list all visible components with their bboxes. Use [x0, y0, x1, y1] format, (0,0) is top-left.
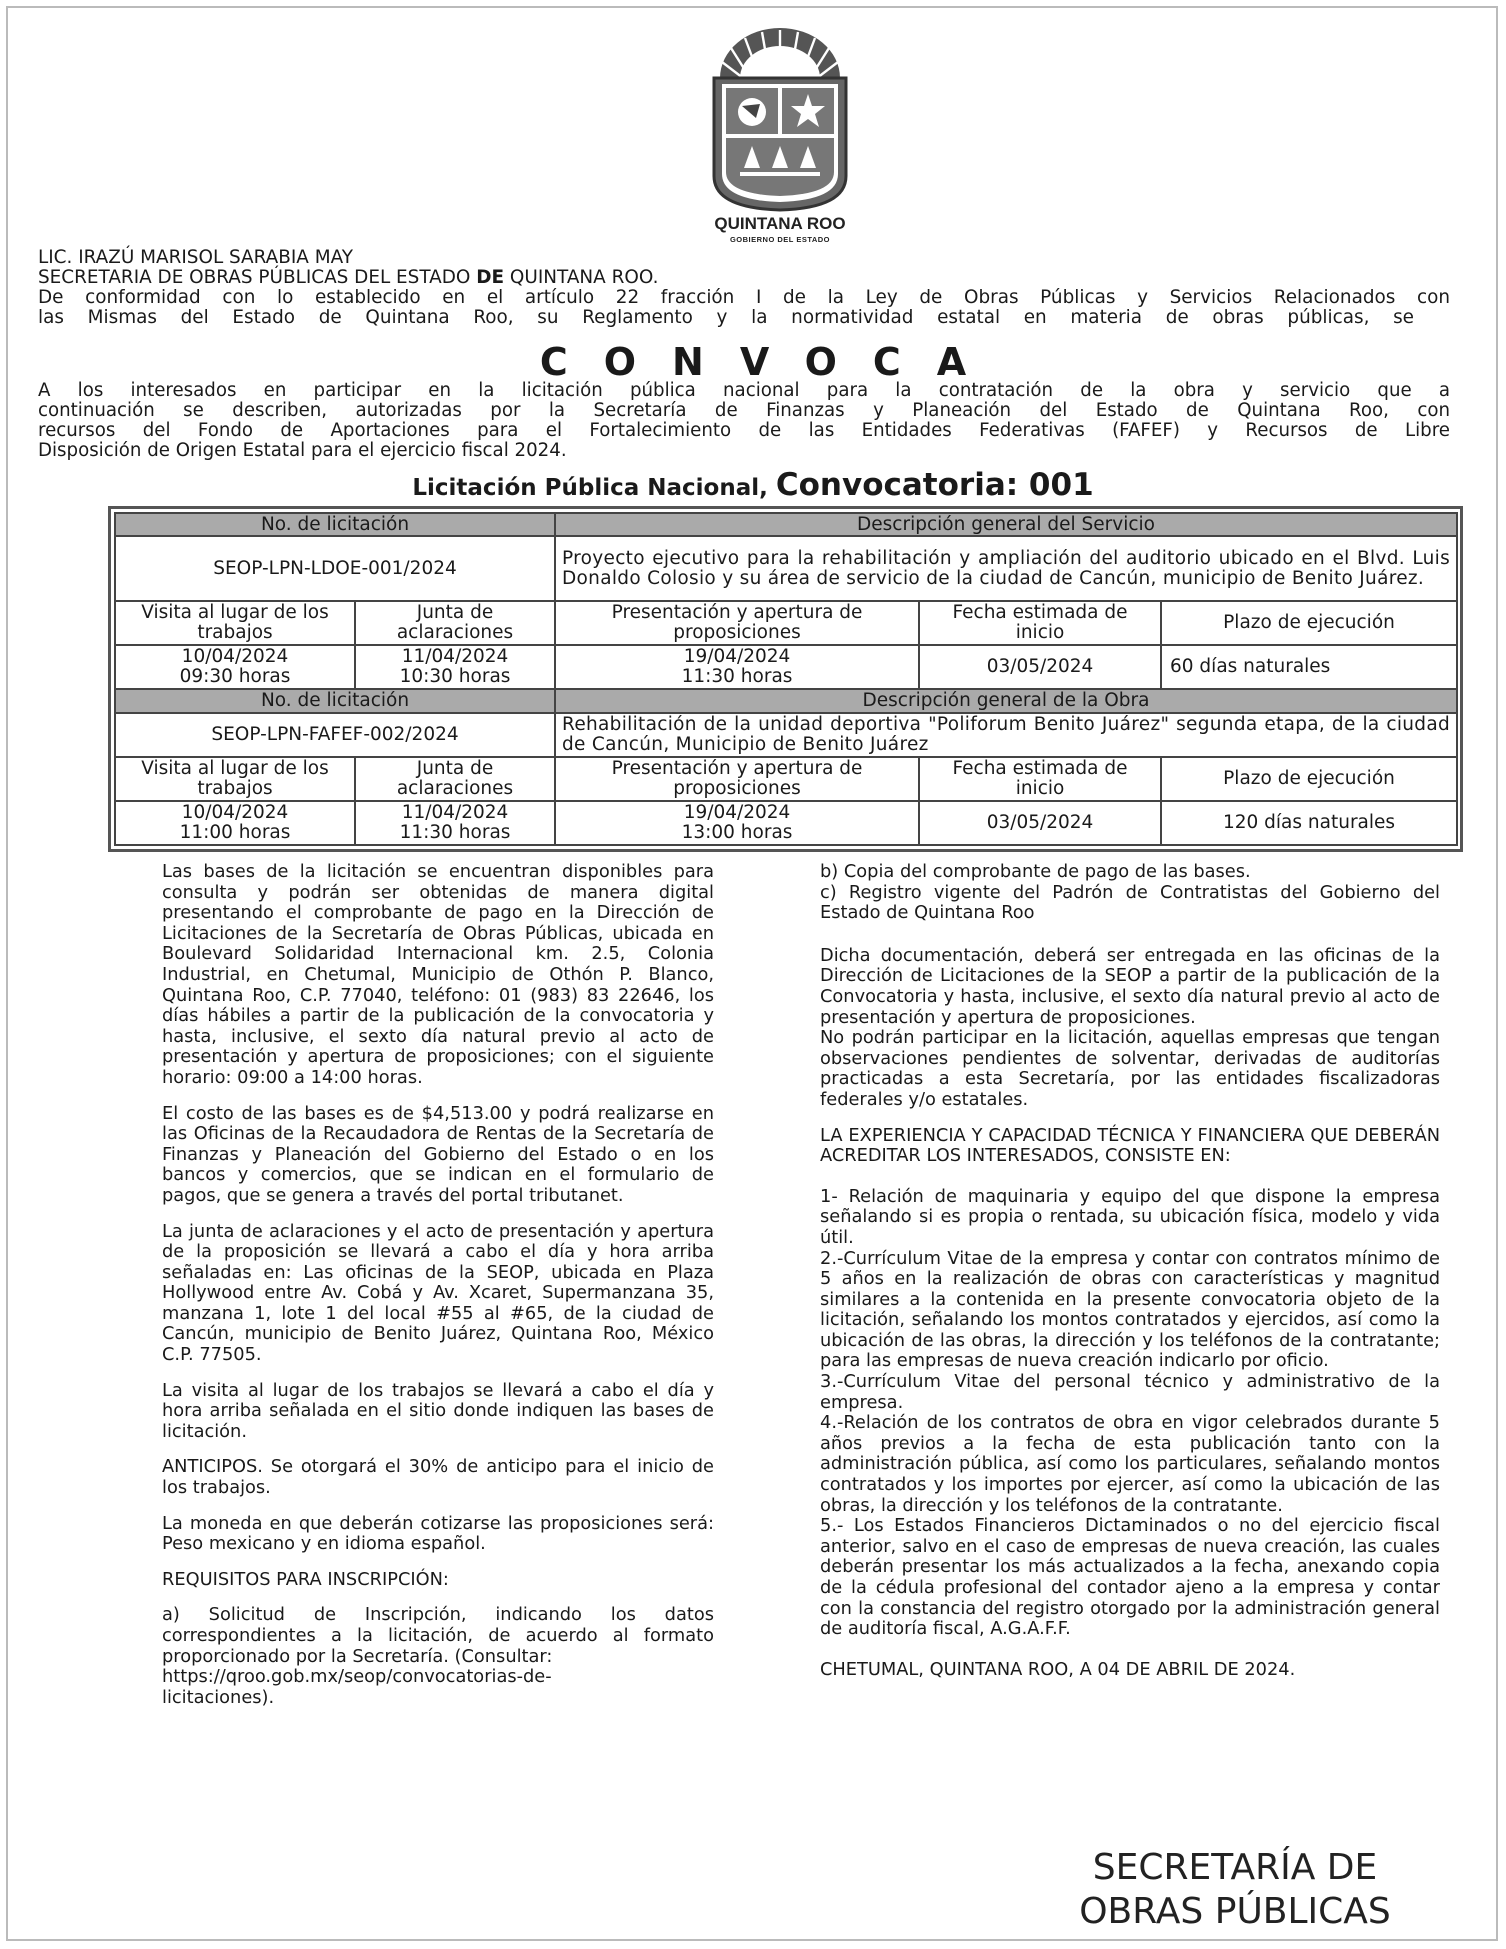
legal-basis-line-1: De conformidad con lo establecido en el artículo 22 fracción I de la Ley de Obras Públicas y Servicios Relacionados con: [38, 287, 1450, 308]
requirements-link-end: licitaciones).: [162, 1686, 275, 1708]
tender-title: [0, 468, 1506, 505]
execution-term-2: 120 días naturales: [1161, 801, 1457, 845]
header-tender-number: No. de licitación: [115, 689, 555, 712]
intro-line: A los interesados en participar en la licitación pública nacional para la contratación de la obra y servicio que a: [38, 380, 1450, 401]
header-start-date: Fecha estimada de inicio: [919, 601, 1161, 645]
date: 11/04/2024: [401, 801, 509, 823]
start-date-1: 03/05/2024: [919, 645, 1161, 689]
coat-of-arms-icon: [700, 26, 860, 216]
convoca-heading: CONVOCA: [539, 340, 1003, 384]
time: 10:30 horas: [399, 666, 511, 688]
left-column: [162, 862, 714, 1708]
requirement-b: b) Copia del comprobante de pago de las bases.: [820, 861, 1251, 882]
experience-heading: LA EXPERIENCIA Y CAPACIDAD TÉCNICA Y FINANCIERA QUE DEBERÁN ACREDITAR LOS INTERESADOS, CONSISTE EN:: [820, 1124, 1440, 1167]
currency-paragraph: La moneda en que deberán cotizarse las proposiciones será: Peso mexicano y en idioma español.: [162, 1512, 714, 1555]
clarifications-location-paragraph: La junta de aclaraciones y el acto de presentación y apertura de la proposición se llevará a cabo el día y hora arriba señaladas en: Las oficinas de la SEOP, ubicada en Plaza Hollywood entre Av. Cobá y Av. Xcaret, Supermanzana 35, manzana 1, lote 1 del local #55 al #65, de la ciudad de Cancún, municipio de Benito Juárez, Quintana Roo, México C.P. 77505.: [162, 1220, 714, 1366]
intro-line: Disposición de Origen Estatal para el ejercicio fiscal 2024.: [38, 440, 567, 461]
header-proposals: Presentación y apertura de proposiciones: [555, 757, 919, 801]
execution-term-1: 60 días naturales: [1161, 645, 1457, 689]
proposals-1: [555, 645, 919, 689]
tender-description-1: Proyecto ejecutivo para la rehabilitación y ampliación del auditorio ubicado en el Blvd. Luis Donaldo Colosio y su área de servicio de la ciudad de Cancún, municipio de Benito Juárez.: [555, 536, 1457, 601]
tender-number-1: SEOP-LPN-LDOE-001/2024: [115, 536, 555, 601]
issuing-agency: [1030, 1846, 1440, 1934]
header-work-description: Descripción general de la Obra: [555, 689, 1457, 712]
header-execution-term: Plazo de ejecución: [1161, 601, 1457, 645]
header-service-description: Descripción general del Servicio: [555, 513, 1457, 536]
logo-name: QUINTANA ROO: [714, 214, 846, 233]
signatory-name: LIC. IRAZÚ MARISOL SARABIA MAY: [38, 247, 353, 268]
start-date-2: 03/05/2024: [919, 801, 1161, 845]
date: 10/04/2024: [181, 801, 289, 823]
date: 11/04/2024: [401, 646, 509, 668]
proposals-2: [555, 801, 919, 845]
tender-title-prefix: Licitación Pública Nacional,: [412, 475, 776, 501]
experience-item-3: 3.-Currículum Vitae del personal técnico y administrativo de la empresa.: [820, 1371, 1440, 1413]
tender-table: [108, 506, 1463, 852]
time: 13:00 horas: [681, 821, 793, 843]
documentation-delivery-paragraph: Dicha documentación, deberá ser entregada en las oficinas de la Dirección de Licitaciones de la SEOP a partir de la publicación de la Convocatoria y hasta, inclusive, el sexto día natural previo al acto de presentación y apertura de proposiciones.: [820, 944, 1440, 1028]
time: 11:30 horas: [399, 821, 511, 843]
clarifications-2: [355, 801, 555, 845]
exclusion-paragraph: No podrán participar en la licitación, aquellas empresas que tengan observaciones pendientes de solventar, derivadas de auditorías practicadas a esta Secretaría, por las entidades fiscalizadoras federales y/o estatales.: [820, 1027, 1440, 1110]
intro-paragraph: [38, 381, 1450, 461]
tender-description-2: Rehabilitación de la unidad deportiva "Poliforum Benito Juárez" segunda etapa, de la ciudad de Cancún, Municipio de Benito Juárez: [555, 713, 1457, 757]
signatory-title-bold: DE: [476, 267, 505, 288]
header: [38, 248, 1448, 328]
legal-basis-line-2: las Mismas del Estado de Quintana Roo, su Reglamento y la normatividad estatal en materia de obras públicas, se: [38, 307, 1414, 328]
date: 19/04/2024: [683, 801, 791, 823]
site-visit-1: [115, 645, 355, 689]
place-and-date: CHETUMAL, QUINTANA ROO, A 04 DE ABRIL DE 2024.: [820, 1658, 1296, 1680]
experience-item-1: 1- Relación de maquinaria y equipo del que dispone la empresa señalando si es propia o rentada, su ubicación física, modelo y vida útil.: [820, 1185, 1440, 1248]
header-start-date: Fecha estimada de inicio: [919, 757, 1161, 801]
intro-line: continuación se describen, autorizadas por la Secretaría de Finanzas y Planeación del Estado de Quintana Roo, con: [38, 400, 1450, 421]
header-clarifications: Junta de aclaraciones: [355, 757, 555, 801]
time: 09:30 horas: [179, 666, 291, 688]
requirements-link[interactable]: https://qroo.gob.mx/seop/convocatorias-de-: [162, 1666, 552, 1688]
clarifications-1: [355, 645, 555, 689]
experience-item-4: 4.-Relación de los contratos de obra en vigor celebrados durante 5 años previos a la fecha de esta publicación tanto con la administración pública, así como los particulares, señalando montos contratados y los importes por ejercer, así como la ubicación de las obras, la dirección y los teléfonos de la contratante.: [820, 1412, 1440, 1516]
time: 11:00 horas: [179, 821, 291, 843]
logo-subtitle: GOBIERNO DEL ESTADO: [729, 235, 831, 244]
tender-title-number: Convocatoria: 001: [775, 467, 1094, 503]
requirement-a: a) Solicitud de Inscripción, indicando los datos correspondientes a la licitación, de acuerdo al formato proporcionado por la Secretaría. (Consultar:: [162, 1604, 714, 1667]
requirement-c: c) Registro vigente del Padrón de Contratistas del Gobierno del Estado de Quintana Roo: [820, 881, 1440, 924]
time: 11:30 horas: [681, 666, 793, 688]
registration-requirements-heading: REQUISITOS PARA INSCRIPCIÓN:: [162, 1568, 449, 1590]
header-tender-number: No. de licitación: [115, 513, 555, 536]
site-visit-paragraph: La visita al lugar de los trabajos se llevará a cabo el día y hora arriba señalada en el sitio donde indiquen las bases de licitación.: [162, 1379, 714, 1442]
site-visit-2: [115, 801, 355, 845]
bases-cost-paragraph: El costo de las bases es de $4,513.00 y podrá realizarse en las Oficinas de la Recaudadora de Rentas de la Secretaría de Finanzas y Planeación del Gobierno del Estado o en los bancos y comercios, que se indican en el formulario de pagos, que se genera a través del portal tributanet.: [162, 1102, 714, 1206]
header-proposals: Presentación y apertura de proposiciones: [555, 601, 919, 645]
intro-line: recursos del Fondo de Aportaciones para el Fortalecimiento de las Entidades Federativas (FAFEF) y Recursos de Libre: [38, 420, 1450, 441]
date: 10/04/2024: [181, 646, 289, 668]
quintana-roo-coat-of-arms: [700, 26, 860, 248]
right-column: [820, 862, 1440, 1695]
signatory-title-end: QUINTANA ROO.: [504, 267, 659, 288]
header-clarifications: Junta de aclaraciones: [355, 601, 555, 645]
signatory-title: [38, 268, 1448, 288]
date: 19/04/2024: [683, 646, 791, 668]
header-site-visit: Visita al lugar de los trabajos: [115, 601, 355, 645]
header-site-visit: Visita al lugar de los trabajos: [115, 757, 355, 801]
issuing-agency-line-1: SECRETARÍA DE: [1092, 1847, 1378, 1888]
header-execution-term: Plazo de ejecución: [1161, 757, 1457, 801]
bases-availability-paragraph: Las bases de la licitación se encuentran disponibles para consulta y podrán ser obtenidas de manera digital presentando el comprobante de pago en la Dirección de Licitaciones de la Secretaría de Obras Públicas, ubicada en Boulevard Solidaridad Internacional km. 2.5, Colonia Industrial, en Chetumal, Municipio de Othón P. Blanco, Quintana Roo, C.P. 77040, teléfono: 01 (983) 83 22646, los días hábiles a partir de la publicación de la convocatoria y hasta, inclusive, el sexto día natural previo al acto de presentación y apertura de proposiciones; con el siguiente horario: 09:00 a 14:00 horas.: [162, 861, 714, 1088]
tender-number-2: SEOP-LPN-FAFEF-002/2024: [115, 713, 555, 757]
advance-payment-paragraph: ANTICIPOS. Se otorgará el 30% de anticipo para el inicio de los trabajos.: [162, 1456, 714, 1499]
experience-item-2: 2.-Currículum Vitae de la empresa y contar con contratos mínimo de 5 años en la realización de obras con características y magnitud similares a la contenida en la presente convocatoria objeto de la licitación, señalando los montos contratados y ejercidos, así como la ubicación de las obras, la dirección y los teléfonos de la contratante; para las empresas de nueva creación indicarlo por oficio.: [820, 1247, 1440, 1372]
experience-item-5: 5.- Los Estados Financieros Dictaminados o no del ejercicio fiscal anterior, salvo en el caso de empresas de nueva creación, las cuales deberán presentar los más actualizados a la fecha, anexando copia de la cédula profesional del contador ajeno a la empresa y contar con la constancia del registro otorgado por la administración general de auditoría fiscal, A.G.A.F.F.: [820, 1515, 1440, 1640]
signatory-title-part: SECRETARIA DE OBRAS PÚBLICAS DEL ESTADO: [38, 267, 477, 288]
issuing-agency-line-2: OBRAS PÚBLICAS: [1079, 1891, 1391, 1932]
